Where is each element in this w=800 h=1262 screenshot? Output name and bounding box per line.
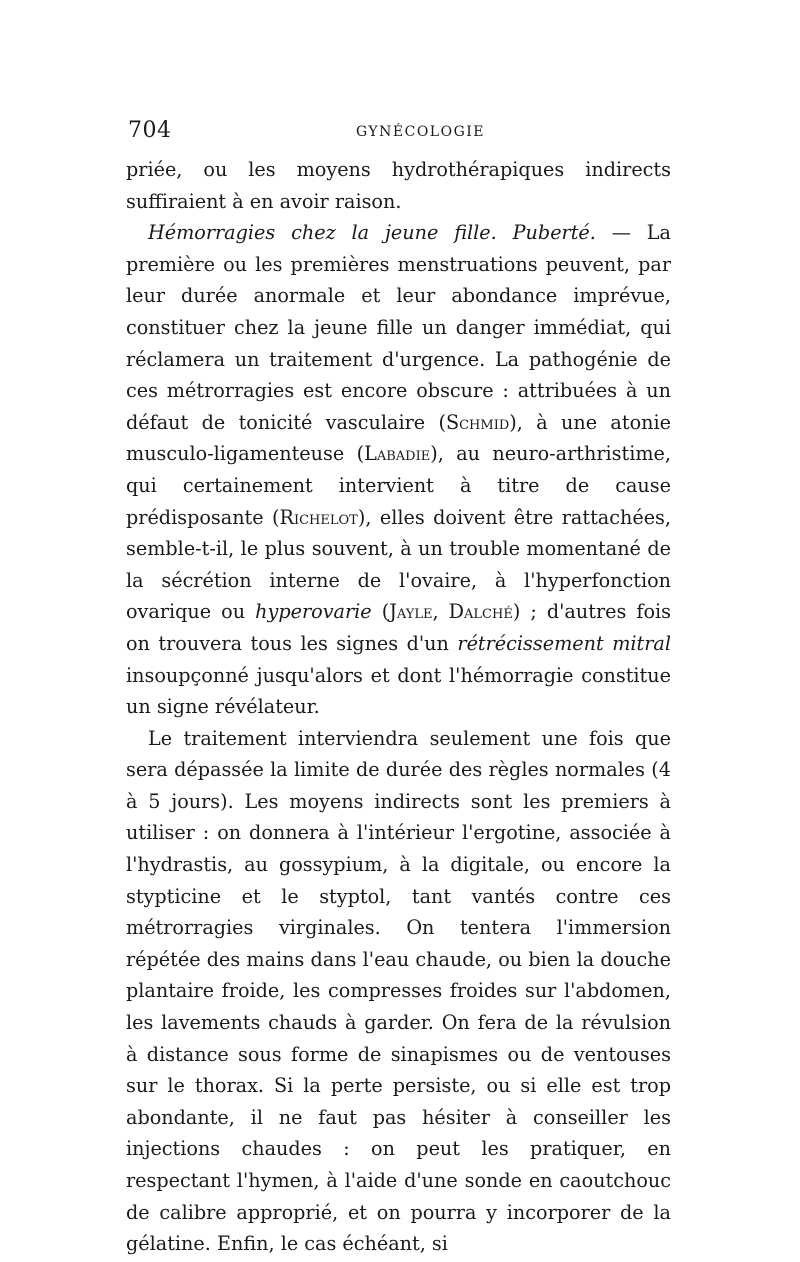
running-title: GYNÉCOLOGIE — [355, 124, 486, 140]
paragraph-continued: priée, ou les moyens hydrothérapiques indirects suffiraient à en avoir raison. — [126, 158, 671, 213]
paragraph-hemorrhages — [126, 217, 671, 723]
text-segment: ) ; d'autres fois on trouvera tous les signes d'un — [126, 600, 672, 655]
section-heading-hemorrhages: Hémorragies chez la jeune fille. — [148, 221, 497, 245]
text-segment: ), au neuro-arthristime, qui certainement intervient à titre de cause prédisposante ( — [126, 442, 671, 529]
author-name-jayle: Jayle — [389, 600, 433, 624]
paragraph-treatment: Le traitement interviendra seulement une fois que sera dépassée la limite de durée des règles normales (4 à 5 jours). Les moyens indirects sont les premiers à utiliser : on donnera à l'intérieur l'ergotine, associée à l'hydrastis, au gossypium, à la digitale, ou encore la stypticine et le styptol, tant vantés contre ces métrorragies virginales. On tentera l'immersion répétée des mains dans l'eau chaude, ou bien la douche plantaire froide, les compresses froides sur l'abdomen, les lavements chauds à garder. On fera de la révulsion à distance sous forme de sinapismes ou de ventouses sur le thorax. Si la perte persiste, ou si elle est trop abondante, il ne faut pas hésiter à conseiller les injections chaudes : on peut les pratiquer, en respectant l'hymen, à l'aide d'une sonde en caoutchouc de calibre approprié, et on pourra y incorporer de la gélatine. Enfin, le cas échéant, si — [126, 726, 671, 1256]
author-name-labadie: Labadie — [364, 442, 431, 466]
author-name-dalche: Dalché — [448, 600, 513, 624]
text-segment: , — [432, 600, 449, 624]
author-name-schmid: Schmid — [445, 410, 510, 434]
text-segment: ), elles doivent être rattachées, semble-t-il, le plus souvent, à un trouble momentané de la sécrétion interne de l'ovaire, à l'hyperfonction ovarique ou — [126, 505, 671, 624]
text-segment: ( — [371, 600, 390, 624]
term-retrecissement-mitral: rétrécissement mitral — [457, 631, 671, 655]
page-number: 704 — [128, 118, 172, 143]
body-text — [126, 154, 671, 1260]
running-head — [128, 118, 673, 148]
term-hyperovarie: hyperovarie — [255, 600, 372, 624]
text-segment: — La première ou les premières menstruations peuvent, par leur durée anormale et leur abondance imprévue, constituer chez la jeune fille un danger immédiat, qui réclamera un traitement d'urgence. La pathogénie de ces métrorragies est encore obscure : attribuées à un défaut de tonicité vasculaire ( — [126, 221, 671, 434]
author-name-richelot: Richelot — [279, 505, 358, 529]
text-segment: ), à une atonie musculo-ligamenteuse ( — [126, 410, 671, 466]
text-segment: insoupçonné jusqu'alors et dont l'hémorragie constitue un signe révélateur. — [126, 663, 671, 719]
section-heading-puberty: Puberté. — [512, 221, 596, 245]
